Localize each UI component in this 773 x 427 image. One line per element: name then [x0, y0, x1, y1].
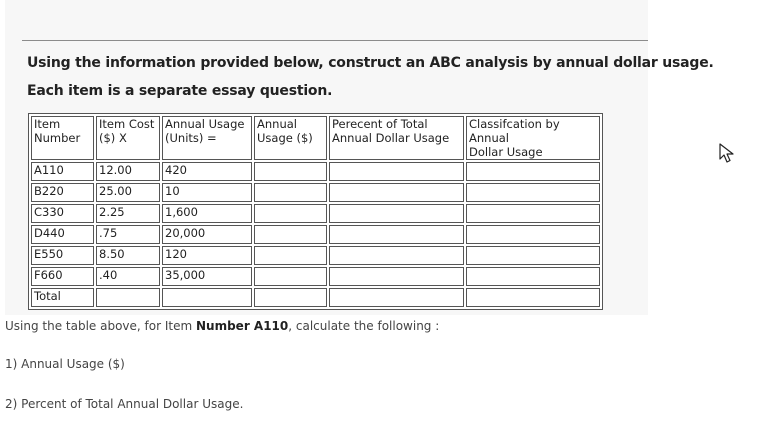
table-row: [31, 267, 600, 286]
cell-percent: [329, 204, 464, 223]
cell-class: [466, 288, 600, 307]
cell-class: [466, 162, 600, 181]
cell-percent: [329, 288, 464, 307]
table-header-row: [31, 116, 600, 160]
cell-item: B220: [31, 183, 94, 202]
table-row: [31, 246, 600, 265]
header-item-cost: Item Cost ($) X: [96, 116, 160, 160]
cell-units: 35,000: [162, 267, 252, 286]
instructions-heading: Using the information provided below, construct an ABC analysis by annual dollar usage.: [27, 55, 714, 71]
cell-class: [466, 267, 600, 286]
cell-units: [162, 288, 252, 307]
cell-class: [466, 225, 600, 244]
cell-cost: 25.00: [96, 183, 160, 202]
cell-cost: 8.50: [96, 246, 160, 265]
question-item-1: 1) Annual Usage ($): [5, 357, 125, 371]
cell-cost: .75: [96, 225, 160, 244]
cell-cost: 12.00: [96, 162, 160, 181]
header-item-number: Item Number: [31, 116, 94, 160]
table-row: [31, 183, 600, 202]
cell-percent: [329, 162, 464, 181]
cell-item: A110: [31, 162, 94, 181]
header-classification: Classifcation by Annual Dollar Usage: [466, 116, 600, 160]
cell-percent: [329, 183, 464, 202]
cell-class: [466, 204, 600, 223]
cell-cost: .40: [96, 267, 160, 286]
table-row: [31, 225, 600, 244]
cell-units: 1,600: [162, 204, 252, 223]
cell-units: 420: [162, 162, 252, 181]
cell-class: [466, 183, 600, 202]
subheading: Each item is a separate essay question.: [27, 83, 333, 99]
cell-item: Total: [31, 288, 94, 307]
cell-units: 120: [162, 246, 252, 265]
cell-item: D440: [31, 225, 94, 244]
question-item-2: 2) Percent of Total Annual Dollar Usage.: [5, 397, 244, 411]
mouse-pointer-icon: [719, 143, 735, 163]
cell-usage: [254, 288, 327, 307]
header-annual-usage-units: Annual Usage (Units) =: [162, 116, 252, 160]
header-annual-usage-dollars: Annual Usage ($): [254, 116, 327, 160]
question-text: Using the table above, for Item Number A110, calculate the following :: [5, 319, 440, 333]
header-percent-total: Perecent of Total Annual Dollar Usage: [329, 116, 464, 160]
cell-cost: 2.25: [96, 204, 160, 223]
cell-usage: [254, 183, 327, 202]
cell-item: F660: [31, 267, 94, 286]
cell-units: 20,000: [162, 225, 252, 244]
table-row: [31, 162, 600, 181]
cell-usage: [254, 204, 327, 223]
cell-usage: [254, 225, 327, 244]
table-row: [31, 204, 600, 223]
cell-usage: [254, 267, 327, 286]
cell-item: E550: [31, 246, 94, 265]
cell-percent: [329, 267, 464, 286]
divider-line: [22, 40, 648, 41]
table-row-total: [31, 288, 600, 307]
cell-percent: [329, 246, 464, 265]
cell-usage: [254, 246, 327, 265]
question-item-bold: Number A110: [196, 319, 289, 333]
cell-units: 10: [162, 183, 252, 202]
cell-item: C330: [31, 204, 94, 223]
abc-analysis-table: [28, 113, 603, 310]
cell-cost: [96, 288, 160, 307]
cell-usage: [254, 162, 327, 181]
cell-class: [466, 246, 600, 265]
cell-percent: [329, 225, 464, 244]
